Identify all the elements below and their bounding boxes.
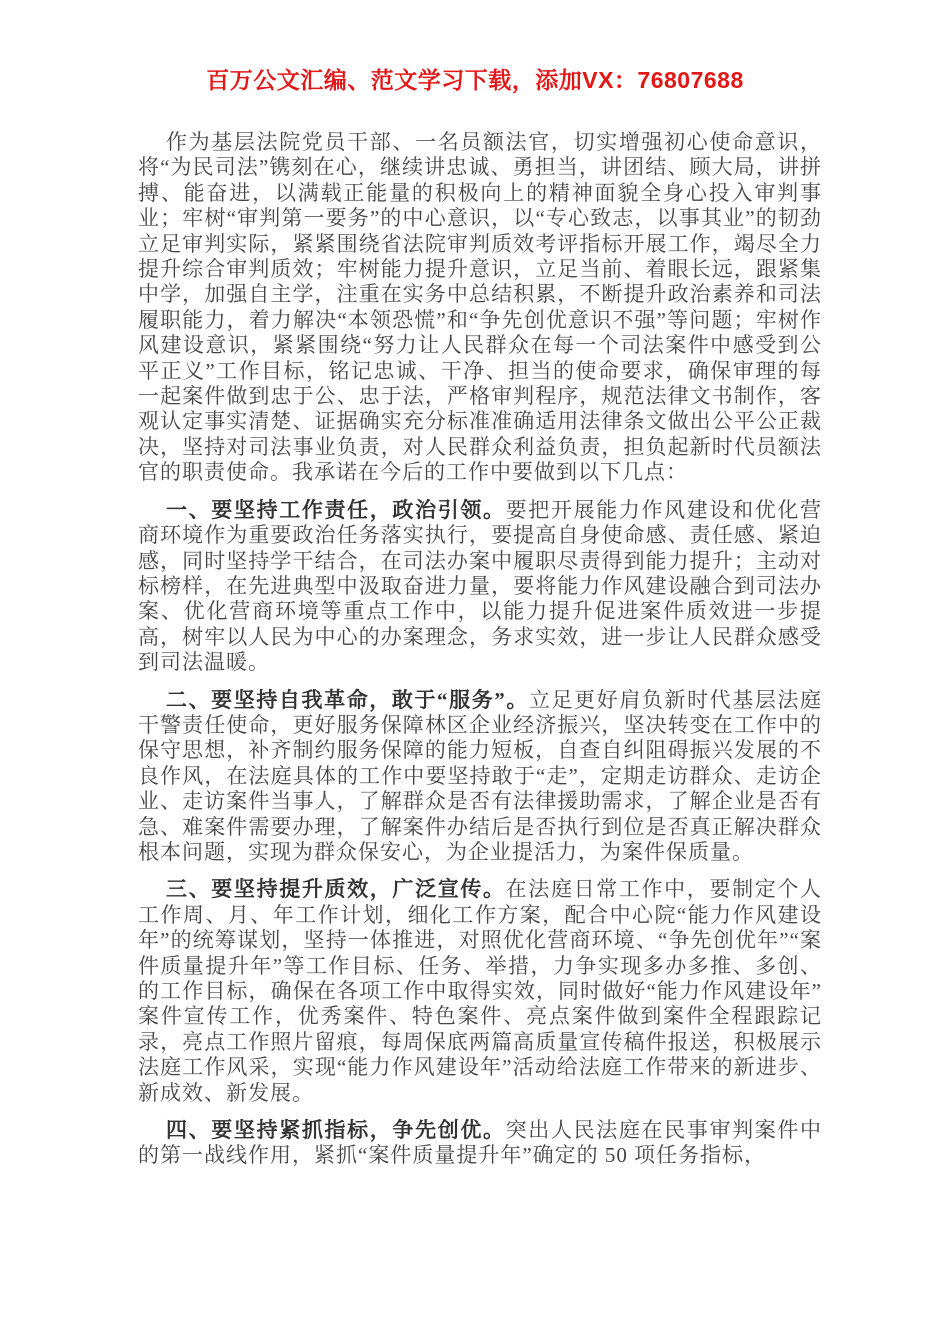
section-3-body: 在法庭日常工作中，要制定个人工作周、月、年工作计划，细化工作方案，配合中心院“能力作风建设年”的统筹谋划，坚持一体推进，对照优化营商环境、“争先创优年”“案件质量提升年”等工作目标、任务、举措，力争实现多办多推、多创、的工作目标，确保在各项工作中取得实效，同时做好“能力作风建设年”案件宣传工作，优秀案件、特色案件、亮点案件做到案件全程跟踪记录，亮点工作照片留痕，每周保底两篇高质量宣传稿件报送，积极展示法庭工作风采，实现“能力作风建设年”活动给法庭工作带来的新进步、新成效、新发展。 [138,877,823,1105]
section-4-paragraph [138,1118,822,1169]
section-3-paragraph [138,877,822,1106]
section-1-paragraph [138,498,822,676]
intro-paragraph [138,130,822,486]
section-4-heading: 四、要坚持紧抓指标，争先创优。 [166,1118,506,1143]
section-2-paragraph [138,688,822,866]
intro-paragraph-text: 作为基层法院党员干部、一名员额法官，切实增强初心使命意识，将“为民司法”镌刻在心，继续讲忠诚、勇担当，讲团结、顾大局，讲拼搏、能奋进，以满载正能量的积极向上的精神面貌全身心投入审判事业；牢树“审判第一要务”的中心意识，以“专心致志，以事其业”的韧劲立足审判实际，紧紧围绕省法院审判质效考评指标开展工作，竭尽全力提升综合审判质效；牢树能力提升意识，立足当前、着眼长远，跟紧集中学，加强自主学，注重在实务中总结积累，不断提升政治素养和司法履职能力，着力解决“本领恐慌”和“争先创优意识不强”等问题；牢树作风建设意识，紧紧围绕“努力让人民群众在每一个司法案件中感受到公平正义”工作目标，铭记忠诚、干净、担当的使命要求，确保审理的每一起案件做到忠于公、忠于法，严格审判程序，规范法律文书制作，客观认定事实清楚、证据确实充分标准准确适用法律条文做出公平公正裁决，坚持对司法事业负责，对人民群众利益负责，担负起新时代员额法官的职责使命。我承诺在今后的工作中要做到以下几点： [138,130,822,485]
section-2-body: 立足更好肩负新时代基层法庭干警责任使命，更好服务保障林区企业经济振兴，坚决转变在工作中的保守思想，补齐制约服务保障的能力短板，自查自纠阻碍振兴发展的不良作风，在法庭具体的工作中要坚持敢于“走”，定期走访群众、走访企业、走访案件当事人，了解群众是否有法律援助需求，了解企业是否有急、难案件需要办理，了解案件办结后是否执行到位是否真正解决群众根本问题，实现为群众保安心，为企业提活力，为案件保质量。 [138,687,823,864]
document-body [138,130,822,1169]
promo-header-text: 百万公文汇编、范文学习下载，添加VX：76807688 [206,67,744,93]
section-1-body: 要把开展能力作风建设和优化营商环境作为重要政治任务落实执行，要提高自身使命感、责任感、紧迫感，同时坚持学干结合，在司法办案中履职尽责得到能力提升；主动对标榜样，在先进典型中汲取奋进力量，要将能力作风建设融合到司法办案、优化营商环境等重点工作中，以能力提升促进案件质效进一步提高，树牢以人民为中心的办案理念，务求实效，进一步让人民群众感受到司法温暖。 [138,497,823,675]
section-4-body: 突出人民法庭在民事审判案件中的第一战线作用，紧抓“案件质量提升年”确定的 50 项任务指标， [138,1118,823,1168]
section-3-heading: 三、要坚持提升质效，广泛宣传。 [166,877,506,902]
section-1-heading: 一、要坚持工作责任，政治引领。 [166,497,506,522]
section-2-heading: 二、要坚持自我革命，敢于“服务”。 [166,687,529,712]
